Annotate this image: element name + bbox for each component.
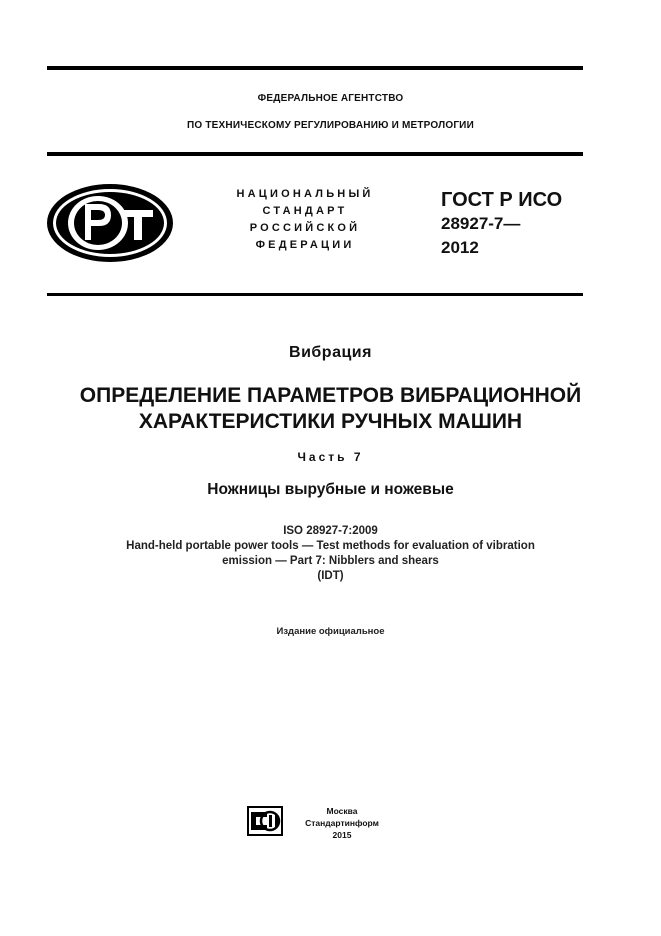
block-rule [47,293,583,296]
rst-certification-mark-icon [45,182,175,264]
publisher-block [290,805,394,841]
national-line-4: ФЕДЕРАЦИИ [255,239,355,251]
publisher-city: Москва [326,806,358,816]
national-line-3: РОССИЙСКОЙ [249,222,361,234]
standard-designation [441,188,562,260]
title-line-2: ХАРАКТЕРИСТИКИ РУЧНЫХ МАШИН [138,410,523,433]
part-label: Часть 7 [297,450,364,464]
national-standard-label [205,186,405,254]
subject-heading: Вибрация [289,344,372,361]
agency-line-2: ПО ТЕХНИЧЕСКОМУ РЕГУЛИРОВАНИЮ И МЕТРОЛОГИИ [187,120,474,131]
iso-line-1: Hand-held portable power tools — Test methods for evaluation of vibration [126,540,535,552]
iso-line-2: emission — Part 7: Nibblers and shears [222,555,439,567]
title-line-1: ОПРЕДЕЛЕНИЕ ПАРАМЕТРОВ ВИБРАЦИОННОЙ [79,384,582,407]
document-subtitle: Ножницы вырубные и ножевые [207,481,454,498]
iso-reference [0,524,661,584]
header-rule [47,152,583,156]
national-line-1: НАЦИОНАЛЬНЫЙ [236,188,374,200]
iso-code: ISO 28927-7:2009 [283,525,378,537]
publisher-name: Стандартинформ [305,818,379,828]
designation-line-2: 28927-7— [441,214,521,233]
top-rule [47,66,583,70]
designation-line-3: 2012 [441,238,479,257]
iso-line-3: (IDT) [317,570,344,582]
agency-line-1: ФЕДЕРАЛЬНОЕ АГЕНТСТВО [257,93,404,104]
designation-line-1: ГОСТ Р ИСО [441,189,563,211]
publisher-year: 2015 [332,830,352,840]
national-line-2: СТАНДАРТ [262,205,348,217]
edition-label: Издание официальное [276,626,385,637]
document-title [0,383,661,435]
standartinform-logo-icon [247,806,283,836]
